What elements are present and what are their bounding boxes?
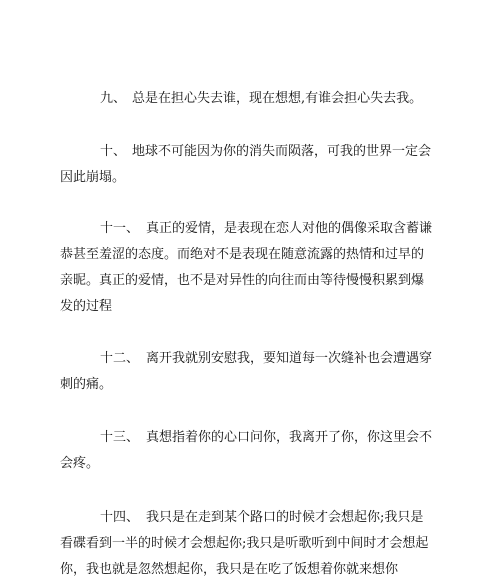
paragraph-number: 十三、 — [100, 430, 140, 445]
paragraph-line: 真想指着你的心口问你，我离开了你，你这里会不 — [146, 430, 433, 445]
paragraph-line: 会疼。 — [60, 456, 100, 471]
paragraph-line: 亲昵。真正的爱情，也不是对异性的向往而由等待慢慢积累到爆 — [60, 273, 425, 288]
paragraph-number: 十二、 — [100, 351, 140, 366]
paragraph-line: 离开我就别安慰我，要知道每一次缝补也会遭遇穿 — [146, 351, 433, 366]
paragraph-line: 总是在担心失去谁，现在想想,有谁会担心失去我。 — [132, 91, 423, 106]
paragraph-line: 因此崩塌。 — [60, 170, 126, 185]
paragraph-number: 十四、 — [100, 510, 140, 525]
paragraph-line: 刺的痛。 — [60, 377, 113, 392]
paragraph-line: 你，我也就是忽然想起你，我只是在吃了饭想着你就来想你 — [60, 562, 399, 577]
paragraph-number: 十一、 — [100, 221, 140, 236]
paragraph-line: 看碟看到一半的时候才会想起你;我只是听歌听到中间时才会想起 — [60, 536, 429, 551]
paragraph-line: 我只是在走到某个路口的时候才会想起你;我只是 — [146, 510, 424, 525]
paragraph-number: 九、 — [100, 91, 127, 106]
paragraph-line: 恭甚至羞涩的态度。而绝对不是表现在随意流露的热情和过早的 — [60, 247, 425, 262]
paragraph-line: 真正的爱情，是表现在恋人对他的偶像采取含蓄谦 — [146, 221, 433, 236]
paragraph-number: 十、 — [100, 144, 127, 159]
paragraph-line: 发的过程 — [60, 299, 113, 314]
paragraph-line: 地球不可能因为你的消失而陨落，可我的世界一定会 — [132, 144, 432, 159]
